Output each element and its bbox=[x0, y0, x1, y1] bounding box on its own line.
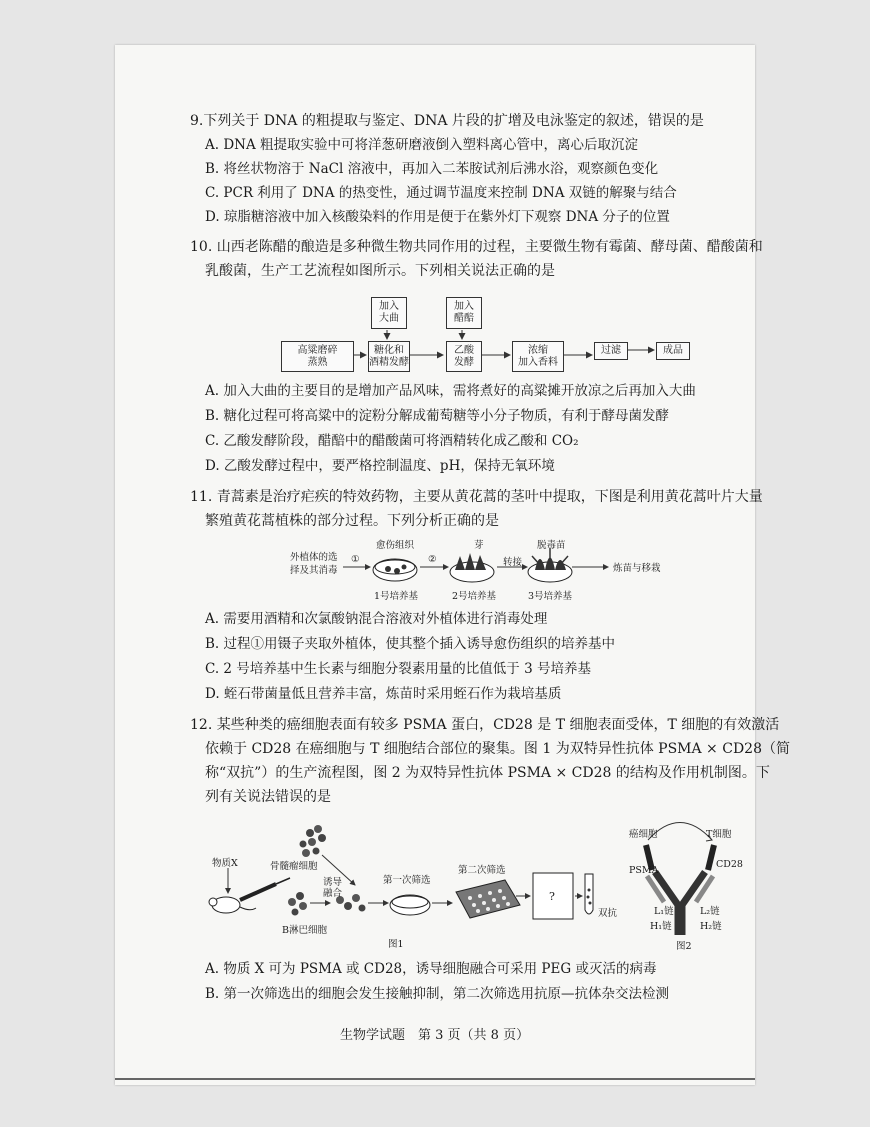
substance-x-label: 物质X bbox=[212, 858, 238, 869]
figure2-caption: 图2 bbox=[676, 941, 692, 952]
scan-edge bbox=[115, 1078, 755, 1080]
l2-chain-label: L₂链 bbox=[700, 906, 720, 917]
q12-stem-line4: 列有关说法错误的是 bbox=[205, 789, 331, 805]
screen1-label: 第一次筛选 bbox=[383, 875, 431, 886]
bispecific-label: 双抗 bbox=[598, 908, 618, 919]
screen2-label: 第二次筛选 bbox=[458, 865, 506, 876]
q9-option-b: B. 将丝状物溶于 NaCl 溶液中，再加入二苯胺试剂后沸水浴，观察颜色变化 bbox=[205, 161, 659, 177]
cancer-cell-label: 癌细胞 bbox=[629, 829, 658, 840]
q10-stem-line2: 乳酸菌，生产工艺流程如图所示。下列相关说法正确的是 bbox=[205, 263, 555, 279]
q11-start-label: 外植体的选 择及其消毒 bbox=[290, 552, 338, 576]
q9-option-c: C. PCR 利用了 DNA 的热变性，通过调节温度来控制 DNA 双链的解聚与结合 bbox=[205, 185, 677, 201]
acclimation-label: 炼苗与移栽 bbox=[613, 563, 661, 574]
q11-option-c: C. 2 号培养基中生长素与细胞分裂素用量的比值低于 3 号培养基 bbox=[205, 661, 591, 677]
myeloma-label: 骨髓瘤细胞 bbox=[270, 861, 318, 872]
medium1-label: 1号培养基 bbox=[374, 591, 419, 602]
q12-stem-line1: 12. 某些种类的癌细胞表面有较多 PSMA 蛋白，CD28 是 T 细胞表面受体，T 细胞的有效激活 bbox=[190, 717, 780, 733]
q12-stem-line2: 依赖于 CD28 在癌细胞与 T 细胞结合部位的聚集。图 1 为双特异性抗体 PSMA × CD28（简 bbox=[205, 741, 790, 757]
l1-chain-label: L₁链 bbox=[654, 906, 674, 917]
callus-label: 愈伤组织 bbox=[376, 540, 415, 551]
q9-stem: 9.下列关于 DNA 的粗提取与鉴定、DNA 片段的扩增及电泳鉴定的叙述，错误的是 bbox=[190, 113, 704, 129]
q9-option-a: A. DNA 粗提取实验中可将洋葱研磨液倒入塑料离心管中，离心后取沉淀 bbox=[205, 137, 639, 153]
unknown-label: ? bbox=[549, 890, 555, 903]
h1-chain-label: H₁链 bbox=[650, 921, 672, 932]
step1-label: ① bbox=[351, 554, 360, 565]
h2-chain-label: H₂链 bbox=[700, 921, 722, 932]
seedling-label: 脱毒苗 bbox=[537, 540, 566, 551]
q11-stem-line1: 11. 青蒿素是治疗疟疾的特效药物，主要从黄花蒿的茎叶中提取，下图是利用黄花蒿叶片大量 bbox=[190, 489, 763, 505]
q11-option-d: D. 蛭石带菌量低且营养丰富，炼苗时采用蛭石作为栽培基质 bbox=[205, 686, 562, 702]
medium2-label: 2号培养基 bbox=[452, 591, 497, 602]
step2-label: ② bbox=[428, 554, 437, 565]
cd28-label: CD28 bbox=[716, 859, 743, 870]
flow-step-4-label: 浓缩 加入香料 bbox=[518, 344, 558, 368]
induce-fusion-label: 诱导 融合 bbox=[323, 877, 343, 899]
q12-option-b: B. 第一次筛选出的细胞会发生接触抑制，第二次筛选用抗原—抗体杂交法检测 bbox=[205, 986, 670, 1002]
b-cell-label: B淋巴细胞 bbox=[282, 925, 327, 936]
page-footer: 生物学试题 第 3 页（共 8 页） bbox=[340, 1028, 530, 1043]
figure1-caption: 图1 bbox=[388, 939, 404, 950]
flow-step-3-label: 乙酸 发酵 bbox=[454, 344, 474, 368]
q11-option-a: A. 需要用酒精和次氯酸钠混合溶液对外植体进行消毒处理 bbox=[205, 611, 548, 627]
flow-step-2-label: 糖化和 酒精发酵 bbox=[369, 344, 409, 368]
q10-option-a: A. 加入大曲的主要目的是增加产品风味，需将煮好的高粱摊开放凉之后再加入大曲 bbox=[205, 383, 696, 399]
q11-option-b: B. 过程①用镊子夹取外植体，使其整个插入诱导愈伤组织的培养基中 bbox=[205, 636, 616, 652]
q10-stem-line1: 10. 山西老陈醋的酿造是多种微生物共同作用的过程，主要微生物有霉菌、酵母菌、醋酸菌和 bbox=[190, 239, 763, 255]
q11-stem-line2: 繁殖黄花蒿植株的部分过程。下列分析正确的是 bbox=[205, 513, 499, 529]
q10-option-d: D. 乙酸发酵过程中，要严格控制温度、pH，保持无氧环境 bbox=[205, 458, 555, 474]
q12-stem-line3: 称“双抗”）的生产流程图，图 2 为双特异性抗体 PSMA × CD28 的结构及作用机制图。下 bbox=[205, 765, 770, 781]
add-daqu-label: 加入 大曲 bbox=[379, 301, 399, 324]
cd28-receptor bbox=[708, 845, 714, 870]
flow-step-1-label: 高粱磨碎 蒸熟 bbox=[297, 344, 338, 368]
add-cupei-label: 加入 醋醅 bbox=[454, 301, 474, 324]
psma-label: PSMA bbox=[629, 865, 659, 876]
q12-option-a: A. 物质 X 可为 PSMA 或 CD28，诱导细胞融合可采用 PEG 或灭活的病毒 bbox=[205, 961, 657, 977]
q9-option-d: D. 琼脂糖溶液中加入核酸染料的作用是便于在紫外灯下观察 DNA 分子的位置 bbox=[205, 209, 670, 225]
q10-option-c: C. 乙酸发酵阶段，醋醅中的醋酸菌可将酒精转化成乙酸和 CO₂ bbox=[205, 433, 579, 449]
q10-option-b: B. 糖化过程可将高粱中的淀粉分解成葡萄糖等小分子物质，有利于酵母菌发酵 bbox=[205, 408, 670, 424]
t-cell-label: T细胞 bbox=[706, 829, 732, 840]
flow-step-5-label: 过滤 bbox=[601, 345, 621, 356]
bud-label: 芽 bbox=[474, 540, 484, 551]
flow-step-6-label: 成品 bbox=[663, 345, 683, 356]
transfer-label: 转接 bbox=[503, 557, 523, 568]
medium3-label: 3号培养基 bbox=[528, 591, 573, 602]
